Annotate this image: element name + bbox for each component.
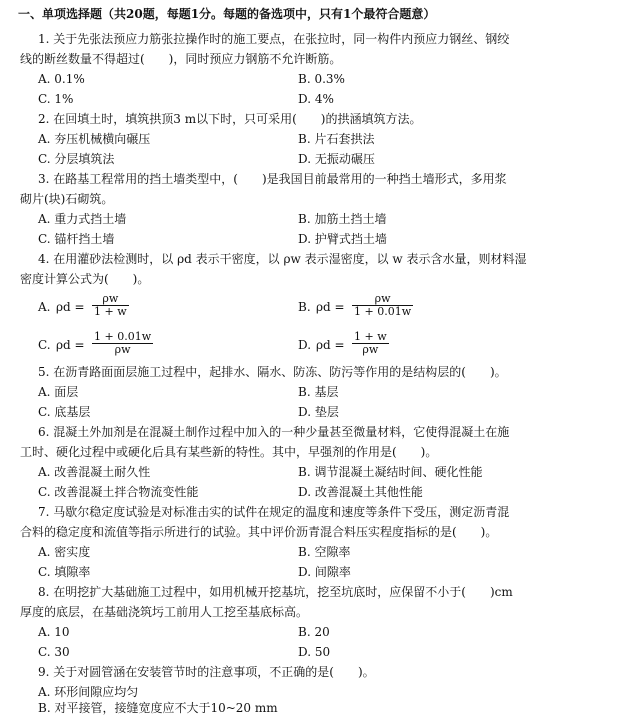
fraction-numerator: 1 + w (354, 330, 387, 343)
formula-fraction (92, 293, 129, 318)
question-3-option-a[interactable]: A. 重力式挡土墙 (38, 212, 127, 226)
formula-fraction (352, 293, 413, 318)
question-9-option-a[interactable]: A. 环形间隙应均匀 (38, 685, 139, 699)
question-1-option-b[interactable]: B. 0.3% (298, 72, 345, 86)
question-1-option-d[interactable]: D. 4% (298, 92, 334, 106)
question-3-option-b[interactable]: B. 加筋土挡土墙 (298, 212, 387, 226)
fraction-numerator: ρw (352, 293, 413, 306)
question-5-option-d[interactable]: D. 垫层 (298, 405, 339, 419)
option-label: A. (38, 300, 51, 314)
question-2-stem: 2. 在回填土时，填筑拱顶3 m以下时，只可采用( )的拱涵填筑方法。 (38, 112, 422, 126)
question-3-stem-line-2: 砌片(块)石砌筑。 (20, 192, 114, 206)
question-8-option-a[interactable]: A. 10 (38, 625, 70, 639)
formula-lhs: ρd = (316, 300, 345, 314)
formula-lhs: ρd = (56, 300, 85, 314)
question-8-option-d[interactable]: D. 50 (298, 645, 331, 659)
question-5-stem: 5. 在沥青路面面层施工过程中，起排水、隔水、防冻、防污等作用的是结构层的( )。 (38, 365, 507, 379)
fraction-denominator: 1 + 0.01w (354, 305, 412, 318)
question-3-option-d[interactable]: D. 护臂式挡土墙 (298, 232, 387, 246)
formula-fraction (352, 331, 389, 356)
question-9-stem: 9. 关于对圆管涵在安装管节时的注意事项，不正确的是( )。 (38, 665, 375, 679)
question-7-option-a[interactable]: A. 密实度 (38, 545, 91, 559)
question-7-option-d[interactable]: D. 间隙率 (298, 565, 351, 579)
question-6-option-a[interactable]: A. 改善混凝土耐久性 (38, 465, 151, 479)
question-1-option-a[interactable]: A. 0.1% (38, 72, 85, 86)
question-8-option-b[interactable]: B. 20 (298, 625, 330, 639)
question-9-option-b[interactable]: B. 对平接管，接缝宽度应不大于10~20 mm (38, 701, 278, 715)
fraction-numerator: ρw (92, 293, 129, 306)
question-7-stem-line-2: 合料的稳定度和流值等指示所进行的试验。其中评价沥青混合料压实程度指标的是( )。 (20, 525, 498, 539)
question-6-option-c[interactable]: C. 改善混凝土拌合物流变性能 (38, 485, 199, 499)
question-9-option-b-row (0, 700, 580, 715)
fraction-denominator: 1 + w (94, 305, 127, 318)
question-3-option-c[interactable]: C. 锚杆挡土墙 (38, 232, 115, 246)
question-4-stem-line-1: 4. 在用灌砂法检测时，以 ρd 表示干密度，以 ρw 表示湿密度，以 w 表示含水量，则材料湿 (38, 252, 527, 266)
question-4-stem-line-2: 密度计算公式为( )。 (20, 272, 150, 286)
question-2-option-a[interactable]: A. 夯压机械横向碾压 (38, 132, 151, 146)
question-7-option-c[interactable]: C. 填隙率 (38, 565, 91, 579)
question-1-stem-line-1: 1. 关于先张法预应力筋张拉操作时的施工要点，在张拉时，同一构件内预应力钢丝、钢绞 (38, 32, 510, 46)
fraction-denominator: ρw (114, 343, 131, 356)
formula-lhs: ρd = (316, 338, 345, 352)
question-7-option-b[interactable]: B. 空隙率 (298, 545, 351, 559)
formula-lhs: ρd = (56, 338, 85, 352)
section-title: 一、单项选择题（共20题，每题1分。每题的备选项中，只有1个最符合题意） (18, 7, 436, 21)
question-6-stem-line-2: 工时、硬化过程中或硬化后具有某些新的特性。其中，早强剂的作用是( )。 (20, 445, 438, 459)
question-8-stem-line-1: 8. 在明挖扩大基础施工过程中，如用机械开挖基坑，挖至坑底时，应保留不小于( )cm (38, 585, 513, 599)
question-2-option-b[interactable]: B. 片石套拱法 (298, 132, 375, 146)
question-5-option-b[interactable]: B. 基层 (298, 385, 339, 399)
formula-fraction (92, 331, 153, 356)
question-6-stem-line-1: 6. 混凝土外加剂是在混凝土制作过程中加入的一种少量甚至微量材料，它使得混凝土在施 (38, 425, 510, 439)
question-2-option-c[interactable]: C. 分层填筑法 (38, 152, 115, 166)
option-label: B. (298, 300, 311, 314)
question-6-option-b[interactable]: B. 调节混凝土凝结时间、硬化性能 (298, 465, 483, 479)
question-6-option-d[interactable]: D. 改善混凝土其他性能 (298, 485, 423, 499)
question-8-stem-line-2: 厚度的底层，在基础浇筑圬工前用人工挖至基底标高。 (20, 605, 309, 619)
option-label: D. (298, 338, 312, 352)
fraction-numerator: 1 + 0.01w (94, 330, 152, 343)
question-1-option-c[interactable]: C. 1% (38, 92, 74, 106)
question-2-option-d[interactable]: D. 无振动碾压 (298, 152, 375, 166)
option-label: C. (38, 338, 51, 352)
question-5-option-c[interactable]: C. 底基层 (38, 405, 91, 419)
question-3-stem-line-1: 3. 在路基工程常用的挡土墙类型中，( )是我国目前最常用的一种挡土墙形式，多用浆 (38, 172, 507, 186)
question-5-option-a[interactable]: A. 面层 (38, 385, 79, 399)
question-1-stem-line-2: 线的断丝数量不得超过( )，同时预应力钢筋不允许断筋。 (20, 52, 342, 66)
fraction-denominator: ρw (362, 343, 379, 356)
question-8-option-c[interactable]: C. 30 (38, 645, 70, 659)
question-7-stem-line-1: 7. 马歇尔稳定度试验是对标准击实的试件在规定的温度和速度等条件下受压，测定沥青混 (38, 505, 510, 519)
